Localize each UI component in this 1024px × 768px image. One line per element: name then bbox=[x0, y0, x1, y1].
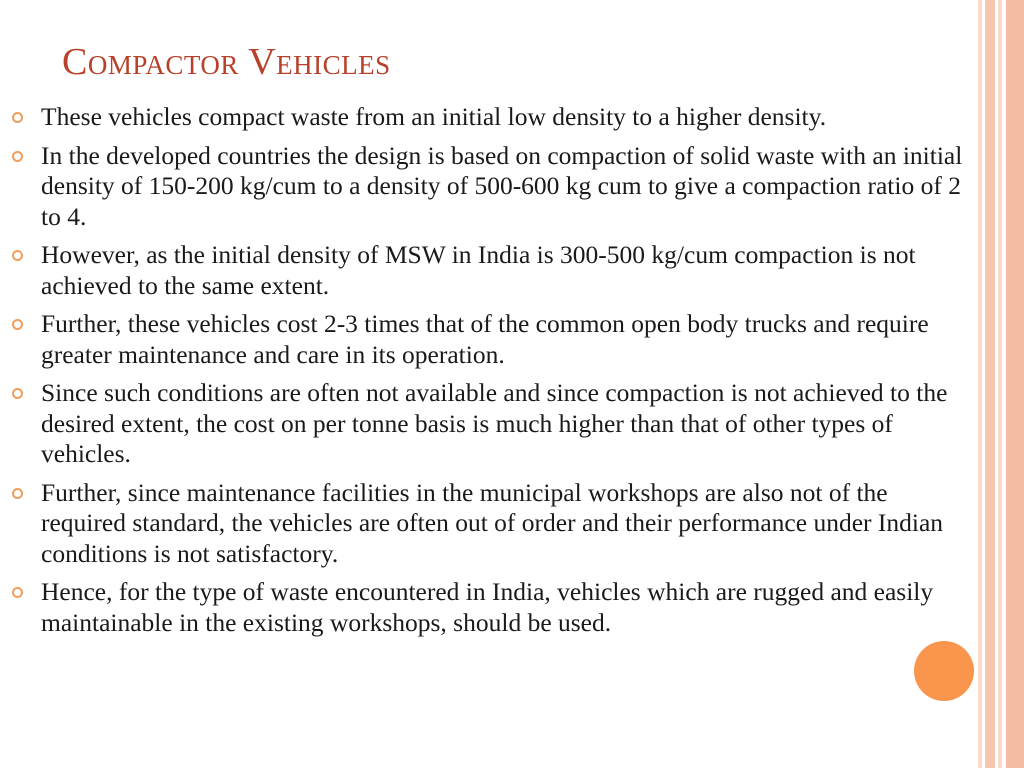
bullet-text: Hence, for the type of waste encountered in India, vehicles which are rugged and easily maintainable in the existing workshops, should be used. bbox=[41, 577, 934, 637]
decorative-stripe bbox=[985, 0, 995, 768]
bullet-circle-icon bbox=[12, 112, 23, 123]
bullet-text: These vehicles compact waste from an initial low density to a higher density. bbox=[41, 102, 827, 131]
decorative-stripe bbox=[978, 0, 982, 768]
bullet-text: However, as the initial density of MSW in India is 300-500 kg/cum compaction is not achieved to the same extent. bbox=[41, 240, 916, 300]
bullet-item bbox=[10, 309, 965, 370]
bullet-item bbox=[10, 478, 965, 570]
decorative-stripe bbox=[998, 0, 1002, 768]
bullet-circle-icon bbox=[12, 488, 23, 499]
bullet-circle-icon bbox=[12, 319, 23, 330]
bullet-list bbox=[10, 102, 965, 646]
bullet-circle-icon bbox=[12, 151, 23, 162]
bullet-item bbox=[10, 577, 965, 638]
bullet-item bbox=[10, 102, 965, 133]
bullet-text: In the developed countries the design is based on compaction of solid waste with an initial density of 150-200 kg/cum to a density of 500-600 kg cum to give a compaction ratio of 2 to 4. bbox=[41, 140, 963, 231]
bullet-item bbox=[10, 378, 965, 470]
bullet-text: Since such conditions are often not available and since compaction is not achieved to the desired extent, the cost on per tonne basis is much higher than that of other types of vehicles. bbox=[41, 378, 948, 468]
slide-title: Compactor Vehicles bbox=[62, 41, 391, 83]
bullet-circle-icon bbox=[12, 388, 23, 399]
bullet-item bbox=[10, 240, 965, 301]
bullet-circle-icon bbox=[12, 250, 23, 261]
decorative-circle bbox=[914, 641, 974, 701]
bullet-item bbox=[10, 141, 965, 233]
bullet-text: Further, since maintenance facilities in the municipal workshops are also not of the required standard, the vehicles are often out of order and their performance under Indian conditions is not satisfactory. bbox=[41, 477, 944, 568]
bullet-circle-icon bbox=[12, 587, 23, 598]
bullet-text: Further, these vehicles cost 2-3 times that of the common open body trucks and require greater maintenance and care in its operation. bbox=[41, 309, 929, 369]
decorative-stripe bbox=[1006, 0, 1024, 768]
